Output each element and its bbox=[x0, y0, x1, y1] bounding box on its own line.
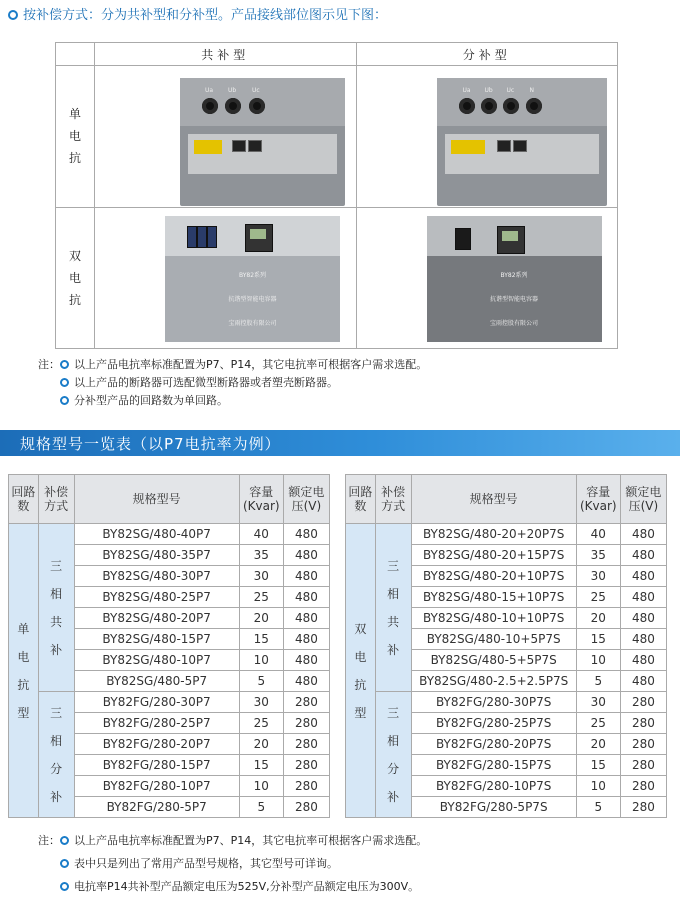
model-cell: BY82FG/280-20P7 bbox=[74, 734, 239, 755]
breaker-icon bbox=[187, 226, 197, 248]
capacity-cell: 10 bbox=[239, 650, 283, 671]
model-cell: BY82FG/280-25P7S bbox=[411, 713, 576, 734]
model-cell: BY82SG/480-40P7 bbox=[74, 524, 239, 545]
capacity-cell: 15 bbox=[576, 629, 620, 650]
controller-display-icon bbox=[497, 226, 525, 254]
terminal-icon bbox=[202, 98, 218, 114]
voltage-cell: 480 bbox=[283, 629, 329, 650]
voltage-cell: 480 bbox=[620, 608, 666, 629]
compensation-type-cell: 三 相 分 补 bbox=[375, 692, 411, 818]
terminal-icon bbox=[526, 98, 542, 114]
model-cell: BY82SG/480-25P7 bbox=[74, 587, 239, 608]
header-loops: 回路数 bbox=[9, 475, 39, 524]
loop-type-cell: 双 电 抗 型 bbox=[346, 524, 376, 818]
panel-photo: Ua Ub Uc bbox=[180, 78, 345, 206]
voltage-cell: 480 bbox=[283, 587, 329, 608]
model-cell: BY82SG/480-10+5P7S bbox=[411, 629, 576, 650]
table-header-row bbox=[346, 475, 667, 524]
capacity-cell: 5 bbox=[576, 671, 620, 692]
voltage-cell: 480 bbox=[283, 545, 329, 566]
capacity-cell: 15 bbox=[576, 755, 620, 776]
capacity-cell: 30 bbox=[239, 692, 283, 713]
voltage-cell: 280 bbox=[283, 734, 329, 755]
bullet-icon bbox=[60, 360, 69, 369]
panel-photo: Ua Ub Uc N bbox=[437, 78, 607, 206]
header-capacity: 容量(Kvar) bbox=[239, 475, 283, 524]
breaker-icon bbox=[455, 228, 471, 250]
voltage-cell: 480 bbox=[620, 524, 666, 545]
voltage-cell: 280 bbox=[283, 713, 329, 734]
model-cell: BY82SG/480-10P7 bbox=[74, 650, 239, 671]
model-cell: BY82FG/280-30P7 bbox=[74, 692, 239, 713]
voltage-cell: 480 bbox=[620, 671, 666, 692]
notes-top: 注： 以上产品电抗率标准配置为P7、P14，其它电抗率可根据客户需求选配。 以上产品的断路器可选配微型断路器或者塑壳断路器。 分补型产品的回路数为单回路。 bbox=[38, 358, 428, 407]
model-cell: BY82SG/480-20+15P7S bbox=[411, 545, 576, 566]
table-row bbox=[9, 524, 330, 545]
header-voltage: 额定电压(V) bbox=[620, 475, 666, 524]
double-common-image bbox=[95, 207, 357, 348]
voltage-cell: 280 bbox=[283, 692, 329, 713]
voltage-cell: 480 bbox=[283, 671, 329, 692]
spec-table-single bbox=[8, 474, 330, 818]
rj45-port-icon bbox=[248, 140, 262, 152]
cabinet-photo: BY82系列 抗谐型智能电容器 宝雨控股有限公司 bbox=[427, 216, 602, 342]
cabinet-photo: BY82系列 抗谐型智能电容器 宝雨控股有限公司 bbox=[165, 216, 340, 342]
model-cell: BY82SG/480-5+5P7S bbox=[411, 650, 576, 671]
voltage-cell: 280 bbox=[620, 797, 666, 818]
model-cell: BY82SG/480-35P7 bbox=[74, 545, 239, 566]
col-split-header: 分补型 bbox=[356, 43, 618, 66]
model-cell: BY82FG/280-10P7S bbox=[411, 776, 576, 797]
capacity-cell: 5 bbox=[239, 797, 283, 818]
model-cell: BY82SG/480-20P7 bbox=[74, 608, 239, 629]
capacity-cell: 20 bbox=[239, 734, 283, 755]
voltage-cell: 480 bbox=[620, 650, 666, 671]
capacity-cell: 20 bbox=[576, 734, 620, 755]
model-cell: BY82FG/280-10P7 bbox=[74, 776, 239, 797]
row-single-label: 单 电 抗 bbox=[56, 66, 95, 207]
capacity-cell: 25 bbox=[239, 713, 283, 734]
spec-table-double bbox=[345, 474, 667, 818]
header-model: 规格型号 bbox=[411, 475, 576, 524]
compensation-type-cell: 三 相 分 补 bbox=[38, 692, 74, 818]
bullet-icon bbox=[60, 882, 69, 891]
bullet-icon bbox=[60, 836, 69, 845]
terminal-icon bbox=[481, 98, 497, 114]
capacity-cell: 10 bbox=[239, 776, 283, 797]
voltage-cell: 480 bbox=[283, 608, 329, 629]
single-common-image bbox=[95, 66, 357, 207]
terminal-icon bbox=[249, 98, 265, 114]
terminal-icon bbox=[459, 98, 475, 114]
compensation-type-cell: 三 相 共 补 bbox=[375, 524, 411, 692]
capacity-cell: 30 bbox=[239, 566, 283, 587]
single-split-image bbox=[356, 66, 618, 207]
voltage-cell: 280 bbox=[620, 755, 666, 776]
rj45-port-icon bbox=[232, 140, 246, 152]
capacity-cell: 40 bbox=[239, 524, 283, 545]
model-cell: BY82SG/480-2.5+2.5P7S bbox=[411, 671, 576, 692]
voltage-cell: 480 bbox=[283, 566, 329, 587]
capacity-cell: 5 bbox=[239, 671, 283, 692]
compensation-type-cell: 三 相 共 补 bbox=[38, 524, 74, 692]
table-header-row bbox=[9, 475, 330, 524]
terminal-block-icon bbox=[451, 140, 485, 154]
capacity-cell: 10 bbox=[576, 650, 620, 671]
capacity-cell: 35 bbox=[239, 545, 283, 566]
voltage-cell: 480 bbox=[620, 629, 666, 650]
model-cell: BY82SG/480-20+20P7S bbox=[411, 524, 576, 545]
header-voltage: 额定电压(V) bbox=[283, 475, 329, 524]
table-row bbox=[346, 692, 667, 713]
voltage-cell: 480 bbox=[283, 650, 329, 671]
bullet-icon bbox=[60, 378, 69, 387]
voltage-cell: 280 bbox=[620, 734, 666, 755]
voltage-cell: 280 bbox=[283, 797, 329, 818]
intro-line bbox=[8, 4, 387, 23]
diagram-corner bbox=[56, 43, 95, 66]
table-row bbox=[346, 524, 667, 545]
model-cell: BY82SG/480-20+10P7S bbox=[411, 566, 576, 587]
model-cell: BY82SG/480-15P7 bbox=[74, 629, 239, 650]
voltage-cell: 480 bbox=[620, 545, 666, 566]
voltage-cell: 480 bbox=[283, 524, 329, 545]
capacity-cell: 5 bbox=[576, 797, 620, 818]
voltage-cell: 280 bbox=[283, 755, 329, 776]
capacity-cell: 35 bbox=[576, 545, 620, 566]
col-common-header: 共补型 bbox=[95, 43, 357, 66]
header-capacity: 容量(Kvar) bbox=[576, 475, 620, 524]
section-title: 规格型号一览表（以P7电抗率为例） bbox=[20, 435, 281, 453]
model-cell: BY82SG/480-30P7 bbox=[74, 566, 239, 587]
voltage-cell: 480 bbox=[620, 587, 666, 608]
terminal-icon bbox=[225, 98, 241, 114]
bullet-icon bbox=[60, 396, 69, 405]
capacity-cell: 30 bbox=[576, 692, 620, 713]
voltage-cell: 280 bbox=[620, 692, 666, 713]
terminal-icon bbox=[503, 98, 519, 114]
breaker-icon bbox=[207, 226, 217, 248]
model-cell: BY82SG/480-5P7 bbox=[74, 671, 239, 692]
bullet-icon bbox=[8, 10, 18, 20]
voltage-cell: 280 bbox=[620, 713, 666, 734]
capacity-cell: 20 bbox=[576, 608, 620, 629]
rj45-port-icon bbox=[513, 140, 527, 152]
breaker-icon bbox=[197, 226, 207, 248]
voltage-cell: 280 bbox=[620, 776, 666, 797]
header-comp: 补偿方式 bbox=[375, 475, 411, 524]
controller-display-icon bbox=[245, 224, 273, 252]
table-row bbox=[9, 692, 330, 713]
model-cell: BY82FG/280-15P7S bbox=[411, 755, 576, 776]
voltage-cell: 480 bbox=[620, 566, 666, 587]
voltage-cell: 280 bbox=[283, 776, 329, 797]
terminal-block-icon bbox=[194, 140, 222, 154]
row-double-label: 双 电 抗 bbox=[56, 207, 95, 348]
header-loops: 回路数 bbox=[346, 475, 376, 524]
rj45-port-icon bbox=[497, 140, 511, 152]
model-cell: BY82FG/280-20P7S bbox=[411, 734, 576, 755]
capacity-cell: 30 bbox=[576, 566, 620, 587]
intro-text: 按补偿方式：分为共补型和分补型。产品接线部位图示见下图： bbox=[23, 8, 388, 23]
capacity-cell: 10 bbox=[576, 776, 620, 797]
model-cell: BY82SG/480-10+10P7S bbox=[411, 608, 576, 629]
model-cell: BY82SG/480-15+10P7S bbox=[411, 587, 576, 608]
model-cell: BY82FG/280-15P7 bbox=[74, 755, 239, 776]
model-cell: BY82FG/280-30P7S bbox=[411, 692, 576, 713]
capacity-cell: 15 bbox=[239, 629, 283, 650]
model-cell: BY82FG/280-5P7 bbox=[74, 797, 239, 818]
model-cell: BY82FG/280-25P7 bbox=[74, 713, 239, 734]
model-cell: BY82FG/280-5P7S bbox=[411, 797, 576, 818]
loop-type-cell: 单 电 抗 型 bbox=[9, 524, 39, 818]
capacity-cell: 15 bbox=[239, 755, 283, 776]
header-comp: 补偿方式 bbox=[38, 475, 74, 524]
section-title-banner bbox=[0, 430, 680, 456]
bullet-icon bbox=[60, 859, 69, 868]
capacity-cell: 40 bbox=[576, 524, 620, 545]
capacity-cell: 25 bbox=[576, 713, 620, 734]
capacity-cell: 20 bbox=[239, 608, 283, 629]
capacity-cell: 25 bbox=[239, 587, 283, 608]
double-split-image bbox=[356, 207, 618, 348]
capacity-cell: 25 bbox=[576, 587, 620, 608]
wiring-diagram-table bbox=[55, 42, 618, 349]
header-model: 规格型号 bbox=[74, 475, 239, 524]
notes-bottom: 注： 以上产品电抗率标准配置为P7、P14，其它电抗率可根据客户需求选配。 表中只是列出了常用产品型号规格，其它型号可详询。 电抗率P14共补型产品额定电压为525V,分补型产品额定电压为300V。 bbox=[38, 834, 428, 893]
